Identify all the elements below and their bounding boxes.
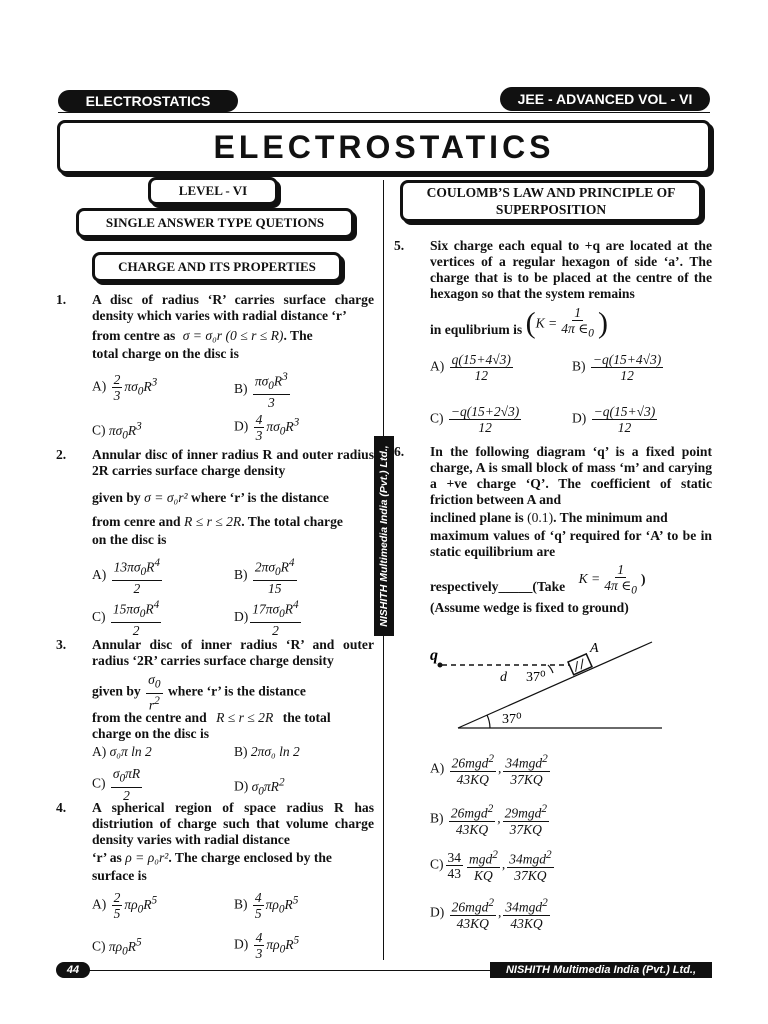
point-charge: [438, 663, 443, 668]
question-number: 5.: [394, 238, 405, 253]
volume-tag: JEE - ADVANCED VOL - VI: [500, 87, 710, 111]
option-d[interactable]: D) $\frac{17\pi\sigma_0R^4}{2}$: [234, 599, 299, 639]
angle-arc-top: [548, 665, 553, 673]
question-text: A disc of radius ‘R’ carries surface charge density which varies with radial distance ‘r’: [92, 292, 374, 323]
option-d[interactable]: D) $\frac{-q(15+√3)}{12}$: [572, 404, 656, 435]
page-number: 44: [56, 962, 90, 978]
option-b[interactable]: B) $\frac{\pi\sigma_0R^3}{3}$: [234, 371, 288, 411]
incline-diagram: [420, 630, 680, 740]
a-label: A: [590, 641, 599, 656]
question-text-line: from the centre and R ≤ r ≤ 2R the total: [92, 710, 331, 725]
option-c[interactable]: C) $\pi\sigma_0R^3$: [92, 420, 142, 442]
question-text: Six charge each equal to +q are located at the vertices of a regular hexagon of side ‘a’. The charge that is to be placed at the centre of the hexagon so that the system remains: [430, 238, 712, 301]
option-c[interactable]: C) $\frac{34}{43}$ $\frac{mgd^2}{KQ}$ , $\frac{34mgd^2}{37KQ}$: [430, 849, 552, 883]
angle-bottom-label: 37⁰: [502, 712, 522, 727]
side-banner-text: NISHITH Multimedia India (Pvt.) Ltd.,: [378, 445, 390, 627]
option-d[interactable]: D) $\sigma_0\pi R^2$: [234, 776, 285, 798]
option-c[interactable]: C) $\pi\rho_0R^5$: [92, 936, 142, 958]
formula: R ≤ r ≤ 2R: [184, 514, 242, 529]
section-coulombs-law: COULOMB’S LAW AND PRINCIPLE OF SUPERPOSITION: [400, 180, 702, 222]
question-number: 4.: [56, 800, 67, 815]
option-a[interactable]: A) $\frac{2}{5}$ $\pi\rho_0R^5$: [92, 890, 158, 921]
level-box: LEVEL - VI: [148, 177, 278, 205]
question-text-line: (Assume wedge is fixed to ground): [430, 600, 629, 615]
question-type-box: SINGLE ANSWER TYPE QUETIONS: [76, 208, 354, 238]
question-text-line: on the disc is: [92, 532, 167, 547]
question-number: 2.: [56, 447, 67, 462]
question-text-line: inclined plane is (0.1). The minimum and: [430, 510, 668, 525]
angle-top-label: 37⁰: [526, 670, 546, 685]
question-text-line: from centre as σ = σ₀r (0 ≤ r ≤ R). The: [92, 328, 313, 343]
option-b[interactable]: B) $\frac{-q(15+4√3)}{12}$: [572, 352, 662, 383]
option-c[interactable]: C) $\frac{-q(15+2√3)}{12}$: [430, 404, 520, 435]
question-number: 6.: [394, 444, 405, 459]
option-d[interactable]: D) $\frac{4}{3}$ $\pi\sigma_0R^3$: [234, 412, 300, 443]
formula: R ≤ r ≤ 2R: [216, 710, 274, 725]
d-label: d: [500, 670, 507, 685]
question-text: Annular disc of inner radius ‘R’ and outer radius ‘2R’ carries surface charge density: [92, 637, 374, 668]
formula: σ = σ₀r (0 ≤ r ≤ R): [182, 328, 284, 343]
q-label: q: [430, 647, 438, 664]
option-a[interactable]: A) σ₀π ln 2: [92, 744, 152, 759]
question-text-line: ‘r’ as ρ = ρ₀r². The charge enclosed by the: [92, 850, 332, 865]
page-title: ELECTROSTATICS: [57, 120, 711, 174]
option-d[interactable]: D) $\frac{4}{3}$ $\pi\rho_0R^5$: [234, 930, 300, 961]
option-c[interactable]: C) $\frac{15\pi\sigma_0R^4}{2}$: [92, 599, 160, 639]
formula: σ = σ₀r²: [144, 490, 188, 505]
question-text: In the following diagram ‘q’ is a fixed point charge, A is small block of mass ‘m’ and carying a +ve charge ‘Q’. The coefficient of static friction between A and: [430, 444, 712, 507]
question-text-line: given by $\frac{\sigma_0}{r^2}$ where ‘r’ is the distance: [92, 672, 306, 713]
option-a[interactable]: A) $\frac{26mgd^2}{43KQ}$ , $\frac{34mgd^2}{37KQ}$: [430, 753, 548, 787]
option-b[interactable]: B) $\frac{26mgd^2}{43KQ}$ , $\frac{29mgd^2}{37KQ}$: [430, 803, 547, 837]
option-b[interactable]: B) $\frac{4}{5}$ $\pi\rho_0R^5$: [234, 890, 299, 921]
header-rule: [58, 112, 710, 113]
formula: ρ = ρ₀r²: [125, 850, 169, 865]
option-c[interactable]: C) $\frac{\sigma_0\pi R}{2}$: [92, 766, 141, 803]
question-text: Annular disc of inner radius R and outer radius 2R carries surface charge density: [92, 447, 374, 478]
question-text-line: given by σ = σ₀r² where ‘r’ is the distance: [92, 490, 329, 505]
option-b[interactable]: B) 2πσ₀ ln 2: [234, 744, 300, 759]
question-text-line: maximum values of ‘q’ required for ‘A’ to be in static equilibrium are: [430, 528, 712, 559]
option-a[interactable]: A) $\frac{2}{3}$ $\pi\sigma_0R^3$: [92, 372, 158, 403]
question-number: 1.: [56, 292, 67, 307]
option-d[interactable]: D) $\frac{26mgd^2}{43KQ}$ , $\frac{34mgd^2}{43KQ}$: [430, 897, 548, 931]
option-a[interactable]: A) $\frac{q(15+4√3)}{12}$: [430, 352, 511, 383]
publisher-footer: NISHITH Multimedia India (Pvt.) Ltd.,: [490, 962, 712, 978]
question-text-line: total charge on the disc is: [92, 346, 239, 361]
question-text-line: charge on the disc is: [92, 726, 210, 741]
option-a[interactable]: A) $\frac{13\pi\sigma_0R^4}{2}$: [92, 557, 161, 597]
block-a: [568, 654, 592, 675]
question-number: 3.: [56, 637, 67, 652]
question-text-line: in equlibrium is (K = $\frac{1}{4\pi \in_0}$ ): [430, 305, 608, 340]
section-charge-properties: CHARGE AND ITS PROPERTIES: [92, 252, 342, 282]
question-text: A spherical region of space radius R has distriution of charge such that volume charge density varies with radial distance: [92, 800, 374, 847]
question-text-line: from cenre and R ≤ r ≤ 2R. The total charge: [92, 514, 343, 529]
question-text-line: respectively_____(Take K = $\frac{1}{4\pi \in_0}$ ): [430, 562, 646, 597]
angle-arc-bottom: [487, 715, 490, 728]
question-text-line: surface is: [92, 868, 147, 883]
option-b[interactable]: B) $\frac{2\pi\sigma_0R^4}{15}$: [234, 557, 295, 597]
chapter-tag: ELECTROSTATICS: [58, 90, 238, 112]
